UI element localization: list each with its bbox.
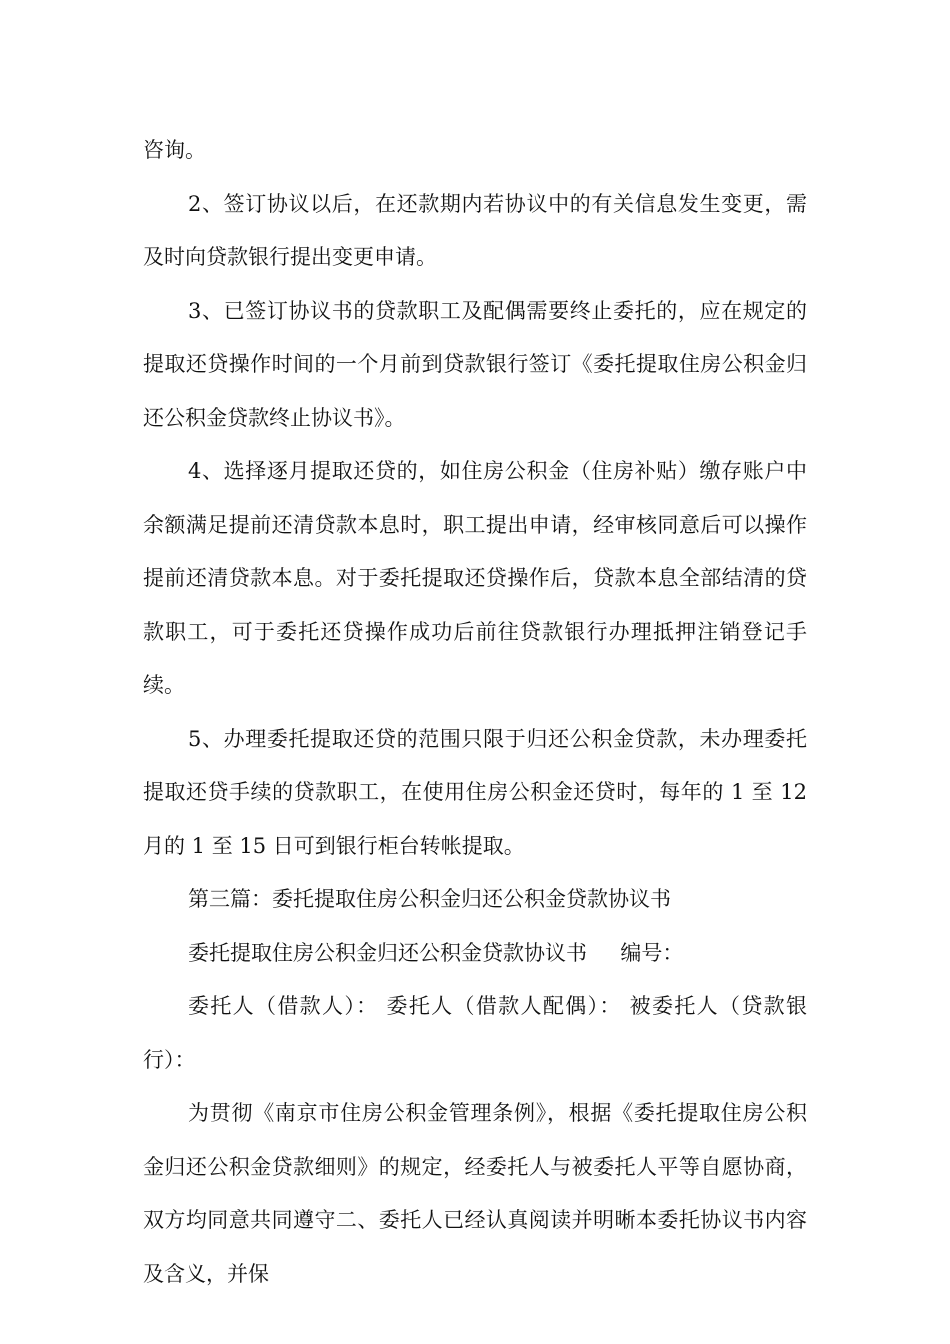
paragraph-item-5: 5、办理委托提取还贷的范围只限于归还公积金贷款，未办理委托提取还贷手续的贷款职工，在使用住房公积金还贷时，每年的 1 至 12 月的 1 至 15 日可到银行柜台转帐提取。 — [143, 726, 807, 858]
paragraph-continuation: 咨询。 — [143, 138, 206, 162]
paragraph-item-3: 3、已签订协议书的贷款职工及配偶需要终止委托的，应在规定的提取还贷操作时间的一个月前到贷款银行签订《委托提取住房公积金归还公积金贷款终止协议书》。 — [143, 298, 807, 430]
agreement-title-line: 委托提取住房公积金归还公积金贷款协议书 编号： — [188, 940, 684, 965]
parties-line: 委托人（借款人）： 委托人（借款人配偶）： 被委托人（贷款银行）： — [143, 994, 807, 1072]
agreement-preamble: 为贯彻《南京市住房公积金管理条例》，根据《委托提取住房公积金归还公积金贷款细则》的规定，经委托人与被委托人平等自愿协商，双方均同意共同遵守二、委托人已经认真阅读并明晰本委托协议书内容及含义，并保 — [143, 1101, 807, 1286]
paragraph-item-2: 2、签订协议以后，在还款期内若协议中的有关信息发生变更，需及时向贷款银行提出变更申请。 — [143, 191, 807, 269]
paragraph-item-4: 4、选择逐月提取还贷的，如住房公积金（住房补贴）缴存账户中余额满足提前还清贷款本息时，职工提出申请，经审核同意后可以操作提前还清贷款本息。对于委托提取还贷操作后，贷款本息全部结清的贷款职工，可于委托还贷操作成功后前往贷款银行办理抵押注销登记手续。 — [143, 459, 807, 697]
section-heading: 第三篇：委托提取住房公积金归还公积金贷款协议书 — [188, 887, 671, 911]
document-body — [143, 124, 807, 1301]
